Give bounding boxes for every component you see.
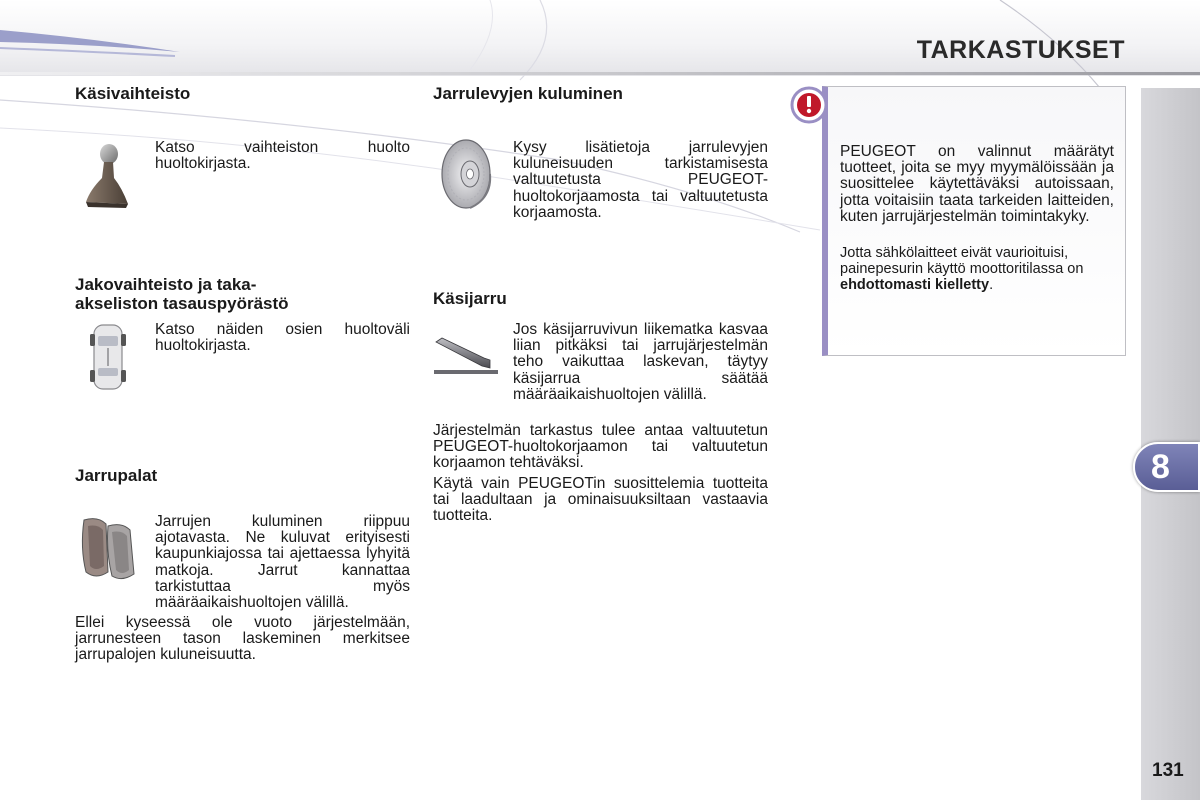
warning-text: PEUGEOT on valinnut määrätyt tuotteet, joita se myy myymälöissään ja suosittelee käytettäväksi autoissaan, jotta voitaisiin taata tarkeiden laitteiden, kuten jarrujärjestelmän toimintakyky. <box>840 143 1114 225</box>
brake-pads-icon <box>78 514 138 584</box>
warning-text-2-bold: ehdottomasti kielletty <box>840 277 990 293</box>
header-divider <box>0 72 1200 75</box>
section-text-jarrupalat-2: Ellei kyseessä ole vuoto järjestelmään, jarrunesteen tason laskeminen merkitsee jarrupalojen kuluneisuutta. <box>75 614 410 664</box>
section-heading-kasijarru: Käsijarru <box>433 289 507 308</box>
section-heading-jakovaihteisto-line2: akseliston tasauspyörästö <box>75 294 289 313</box>
section-text-jarrulevyt: Kysy lisätietoja jarrulevyjen kuluneisuuden tarkistamisesta valtuutetusta PEUGEOT-huoltokorjaamosta tai valtuutetusta korjaamosta. <box>513 139 768 221</box>
warning-text-2 <box>840 245 1114 293</box>
page-title: TARKASTUKSET <box>916 36 1125 64</box>
section-heading-jakovaihteisto-line1: Jakovaihteisto ja taka- <box>75 275 257 294</box>
section-text-kasijarru-3: Käytä vain PEUGEOTin suosittelemia tuotteita tai laadultaan ja ominaisuuksiltaan vastaavia tuotteita. <box>433 475 768 525</box>
section-text-kasijarru: Jos käsijarruvivun liikematka kasvaa liian pitkäksi tai jarrujärjestelmän teho vaikuttaa laskevan, täytyy käsijarrua säätää määräaikaishuoltojen välillä. <box>513 321 768 403</box>
section-text-jakovaihteisto: Katso näiden osien huoltoväli huoltokirjasta. <box>155 321 410 355</box>
warning-text-2-prefix: Jotta sähkölaitteet eivät vaurioituisi, painepesurin käyttö moottoritilassa on <box>840 245 1084 277</box>
chapter-number: 8 <box>1151 448 1170 486</box>
car-topview-icon <box>88 322 128 392</box>
section-heading-jarrupalat: Jarrupalat <box>75 466 158 485</box>
gear-lever-icon <box>82 140 132 210</box>
section-heading-jarrulevyt: Jarrulevyjen kuluminen <box>433 84 623 103</box>
section-text-kasivaihteisto: Katso vaihteiston huolto huoltokirjasta. <box>155 139 410 173</box>
section-text-kasijarru-2: Järjestelmän tarkastus tulee antaa valtuutetun PEUGEOT-huoltokorjaamon tai valtuutetun korjaamon tehtäväksi. <box>433 422 768 472</box>
section-heading-kasivaihteisto: Käsivaihteisto <box>75 84 191 103</box>
brake-disc-icon <box>440 138 496 210</box>
exclamation-icon <box>790 86 828 124</box>
section-text-jarrupalat: Jarrujen kuluminen riippuu ajotavasta. Ne kuluvat erityisesti kaupunkiajossa tai ajettaessa lyhyitä matkoja. Jarrut kannattaa tarkistuttaa myös määräaikaishuoltojen välillä. <box>155 513 410 612</box>
handbrake-lever-icon <box>432 336 502 376</box>
page-number: 131 <box>1152 760 1184 781</box>
warning-text-2-suffix: . <box>989 277 994 293</box>
